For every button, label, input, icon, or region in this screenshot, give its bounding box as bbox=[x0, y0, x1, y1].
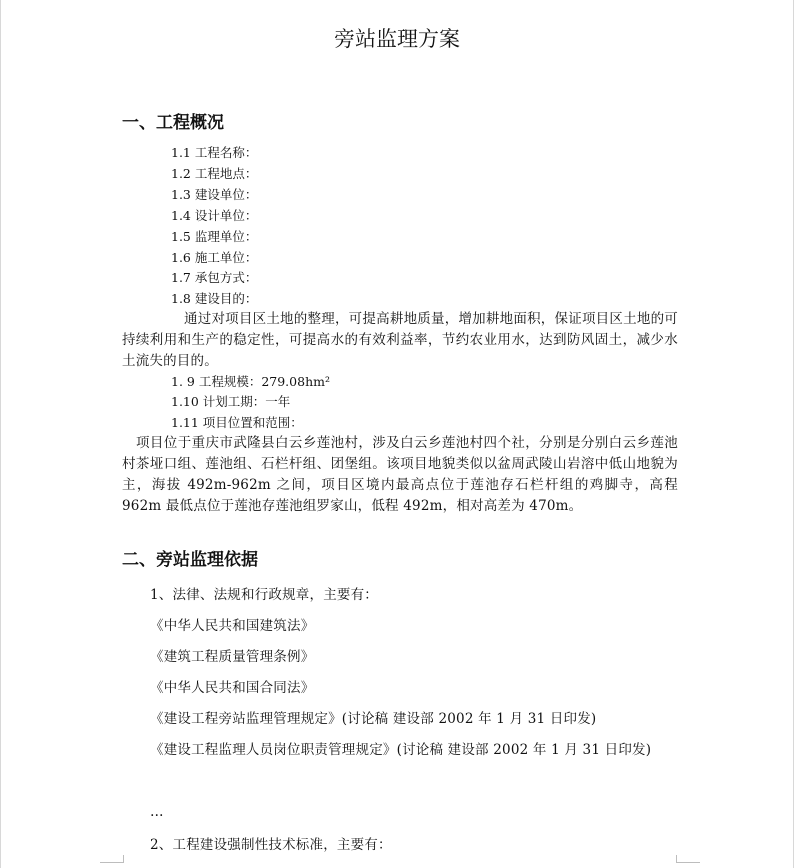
overview-item-scale bbox=[171, 372, 330, 392]
basis-sub2: 2、工程建设强制性技术标准，主要有： bbox=[150, 837, 392, 853]
scale-label: 1. 9 工程规模： bbox=[171, 374, 262, 389]
scale-value: 279.08hm² bbox=[261, 374, 330, 389]
overview-item-location-range: 1.11 项目位置和范围： bbox=[171, 415, 303, 430]
page-edge-left bbox=[0, 0, 1, 868]
law-item: 《建设工程监理人员岗位职责管理规定》(讨论稿 建设部 2002 年 1 月 31 日印发) bbox=[150, 742, 652, 758]
overview-item-designer: 1.4 设计单位： bbox=[171, 208, 258, 223]
location-paragraph: 项目位于重庆市武隆县白云乡莲池村，涉及白云乡莲池村四个社，分别是分别白云乡莲池村茶垭口组、莲池组、石栏杆组、团堡组。该项目地貌类似以盆周武陵山岩溶中低山地貌为主，海拔 492m-962m 之间，项目区境内最高点位于莲池存石栏杆组的鸡脚寺，高程 962m 最低点位于莲池存莲池组罗家山，低程 492m，相对高差为 470m。 bbox=[122, 435, 678, 514]
overview-item-period: 1.10 计划工期：一年 bbox=[171, 394, 291, 409]
document-title: 旁站监理方案 bbox=[334, 27, 460, 51]
overview-item-contract-mode: 1.7 承包方式： bbox=[171, 270, 258, 285]
section-heading-overview: 一、工程概况 bbox=[122, 113, 224, 133]
margin-mark-right-v bbox=[676, 855, 677, 863]
margin-mark-right bbox=[676, 862, 700, 863]
section-heading-basis: 二、旁站监理依据 bbox=[122, 550, 258, 570]
law-item: 《建设工程旁站监理管理规定》(讨论稿 建设部 2002 年 1 月 31 日印发) bbox=[150, 711, 597, 727]
overview-item-purpose: 1.8 建设目的： bbox=[171, 291, 258, 306]
purpose-paragraph: 通过对项目区土地的整理，可提高耕地质量，增加耕地面积，保证项目区土地的可持续利用和生产的稳定性，可提高水的有效利益率，节约农业用水，达到防风固土，减少水土流失的目的。 bbox=[122, 311, 678, 369]
ellipsis: … bbox=[150, 804, 164, 820]
overview-item-supervisor: 1.5 监理单位： bbox=[171, 229, 258, 244]
law-item: 《中华人民共和国合同法》 bbox=[150, 680, 315, 696]
law-item: 《中华人民共和国建筑法》 bbox=[150, 618, 315, 634]
overview-item-project-location: 1.2 工程地点： bbox=[171, 166, 258, 181]
overview-item-contractor: 1.6 施工单位： bbox=[171, 250, 258, 265]
basis-sub1: 1、法律、法规和行政规章，主要有： bbox=[150, 587, 378, 603]
margin-mark-left bbox=[100, 862, 124, 863]
overview-item-owner: 1.3 建设单位： bbox=[171, 187, 258, 202]
overview-item-project-name: 1.1 工程名称： bbox=[171, 145, 258, 160]
margin-mark-left-v bbox=[123, 855, 124, 863]
law-item: 《建筑工程质量管理条例》 bbox=[150, 649, 315, 665]
